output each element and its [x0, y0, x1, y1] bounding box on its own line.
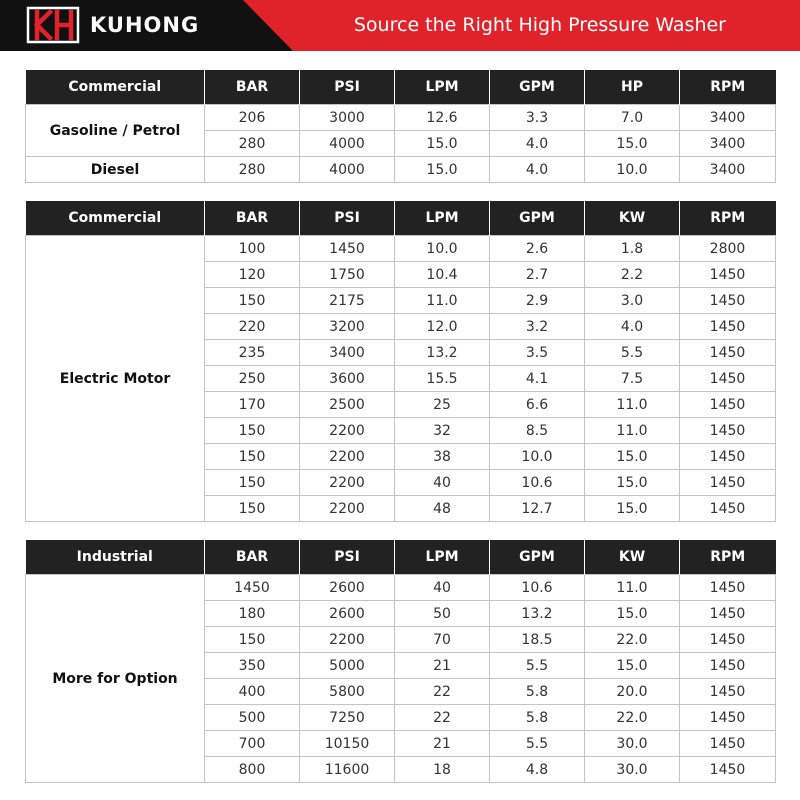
table-cell: 1450 [680, 314, 776, 340]
table-cell: 1450 [680, 627, 776, 653]
table-cell: 10.0 [585, 157, 680, 183]
table-cell: 700 [205, 731, 300, 757]
table-cell: 40 [395, 470, 490, 496]
table-cell: 15.0 [585, 131, 680, 157]
table-cell: 150 [205, 444, 300, 470]
table-cell: 48 [395, 496, 490, 522]
table-header-row [26, 70, 776, 105]
table-cell: 150 [205, 288, 300, 314]
table-cell: 11.0 [585, 418, 680, 444]
table-cell: 15.0 [585, 470, 680, 496]
table-row [26, 157, 776, 183]
row-group-label: Electric Motor [26, 236, 205, 522]
table-cell: 150 [205, 470, 300, 496]
table-cell: 2200 [300, 444, 395, 470]
table-cell: 3.0 [585, 288, 680, 314]
table-cell: 10150 [300, 731, 395, 757]
table-cell: 100 [205, 236, 300, 262]
table-cell: 3400 [300, 340, 395, 366]
table-cell: 800 [205, 757, 300, 783]
table-cell: 1450 [680, 288, 776, 314]
table-cell: 22 [395, 679, 490, 705]
table-cell: 5.8 [490, 705, 585, 731]
table-cell: 30.0 [585, 731, 680, 757]
table-cell: 3400 [680, 131, 776, 157]
table-cell: 4.0 [490, 157, 585, 183]
table-cell: 2.2 [585, 262, 680, 288]
column-header: GPM [490, 70, 585, 105]
column-header: PSI [300, 201, 395, 236]
column-header: Industrial [26, 540, 205, 575]
column-header: Commercial [26, 70, 205, 105]
column-header: PSI [300, 540, 395, 575]
table-cell: 1450 [680, 653, 776, 679]
table-header-row [26, 540, 776, 575]
table-cell: 5800 [300, 679, 395, 705]
table-cell: 22.0 [585, 705, 680, 731]
table-cell: 2.9 [490, 288, 585, 314]
commercial-fuel-spec-table [25, 70, 776, 183]
column-header: HP [585, 70, 680, 105]
table-cell: 50 [395, 601, 490, 627]
table-cell: 4.0 [490, 131, 585, 157]
table-cell: 1750 [300, 262, 395, 288]
table-cell: 5.5 [490, 731, 585, 757]
column-header: BAR [205, 201, 300, 236]
table-cell: 4000 [300, 157, 395, 183]
table-cell: 1450 [680, 418, 776, 444]
table-cell: 206 [205, 105, 300, 131]
table-cell: 15.0 [585, 653, 680, 679]
column-header: Commercial [26, 201, 205, 236]
table-header-row [26, 201, 776, 236]
table-row [26, 575, 776, 601]
table-cell: 21 [395, 653, 490, 679]
table-cell: 4.8 [490, 757, 585, 783]
table-cell: 10.0 [395, 236, 490, 262]
table-cell: 170 [205, 392, 300, 418]
table-cell: 1450 [680, 262, 776, 288]
table-cell: 280 [205, 157, 300, 183]
table-cell: 5.8 [490, 679, 585, 705]
table-cell: 3.3 [490, 105, 585, 131]
table-row [26, 236, 776, 262]
industrial-spec-table [25, 540, 776, 783]
table-cell: 8.5 [490, 418, 585, 444]
column-header: BAR [205, 540, 300, 575]
table-cell: 4.1 [490, 366, 585, 392]
column-header: RPM [680, 70, 776, 105]
table-cell: 15.0 [585, 496, 680, 522]
table-cell: 3.5 [490, 340, 585, 366]
table-cell: 11.0 [585, 575, 680, 601]
table-cell: 5.5 [490, 653, 585, 679]
page-banner-title: Source the Right High Pressure Washer [353, 14, 726, 36]
table-cell: 4000 [300, 131, 395, 157]
table-cell: 1450 [680, 444, 776, 470]
table-cell: 13.2 [395, 340, 490, 366]
table-cell: 70 [395, 627, 490, 653]
table-cell: 6.6 [490, 392, 585, 418]
table-cell: 1450 [680, 366, 776, 392]
table-cell: 150 [205, 627, 300, 653]
table-cell: 2.6 [490, 236, 585, 262]
column-header: PSI [300, 70, 395, 105]
table-cell: 25 [395, 392, 490, 418]
table-cell: 3600 [300, 366, 395, 392]
table-cell: 180 [205, 601, 300, 627]
table-cell: 2200 [300, 470, 395, 496]
table-cell: 1450 [680, 679, 776, 705]
table-cell: 2200 [300, 418, 395, 444]
table-cell: 10.6 [490, 470, 585, 496]
table-cell: 15.5 [395, 366, 490, 392]
table-cell: 18 [395, 757, 490, 783]
table-cell: 3400 [680, 157, 776, 183]
table-cell: 280 [205, 131, 300, 157]
table-cell: 1450 [205, 575, 300, 601]
column-header: KW [585, 201, 680, 236]
table-row [26, 105, 776, 131]
table-cell: 3400 [680, 105, 776, 131]
table-cell: 3000 [300, 105, 395, 131]
table-cell: 1.8 [585, 236, 680, 262]
table-cell: 2800 [680, 236, 776, 262]
table-cell: 4.0 [585, 314, 680, 340]
commercial-electric-spec-table [25, 201, 776, 522]
column-header: GPM [490, 540, 585, 575]
table-cell: 120 [205, 262, 300, 288]
row-group-label: More for Option [26, 575, 205, 783]
table-cell: 10.6 [490, 575, 585, 601]
table-cell: 12.6 [395, 105, 490, 131]
table-cell: 15.0 [585, 601, 680, 627]
table-cell: 38 [395, 444, 490, 470]
table-cell: 7250 [300, 705, 395, 731]
table-cell: 11.0 [585, 392, 680, 418]
brand-name[interactable]: KUHONG [90, 13, 200, 37]
table-cell: 3200 [300, 314, 395, 340]
column-header: RPM [680, 540, 776, 575]
table-cell: 150 [205, 496, 300, 522]
table-cell: 3.2 [490, 314, 585, 340]
table-cell: 7.0 [585, 105, 680, 131]
table-cell: 1450 [680, 601, 776, 627]
table-cell: 32 [395, 418, 490, 444]
column-header: RPM [680, 201, 776, 236]
column-header: LPM [395, 540, 490, 575]
table-cell: 1450 [680, 731, 776, 757]
table-cell: 350 [205, 653, 300, 679]
column-header: LPM [395, 70, 490, 105]
table-cell: 20.0 [585, 679, 680, 705]
table-cell: 1450 [680, 575, 776, 601]
table-cell: 2175 [300, 288, 395, 314]
site-header [0, 0, 800, 51]
column-header: KW [585, 540, 680, 575]
table-cell: 5000 [300, 653, 395, 679]
table-cell: 1450 [680, 757, 776, 783]
table-cell: 10.4 [395, 262, 490, 288]
table-cell: 2200 [300, 496, 395, 522]
table-cell: 500 [205, 705, 300, 731]
table-cell: 2600 [300, 601, 395, 627]
table-cell: 7.5 [585, 366, 680, 392]
table-cell: 2500 [300, 392, 395, 418]
table-cell: 22 [395, 705, 490, 731]
table-cell: 250 [205, 366, 300, 392]
table-cell: 2.7 [490, 262, 585, 288]
column-header: BAR [205, 70, 300, 105]
table-cell: 2200 [300, 627, 395, 653]
table-cell: 15.0 [585, 444, 680, 470]
kh-monogram-logo-icon[interactable] [26, 6, 80, 44]
table-cell: 40 [395, 575, 490, 601]
table-cell: 235 [205, 340, 300, 366]
column-header: LPM [395, 201, 490, 236]
table-cell: 1450 [680, 340, 776, 366]
table-cell: 10.0 [490, 444, 585, 470]
table-cell: 15.0 [395, 157, 490, 183]
table-cell: 22.0 [585, 627, 680, 653]
table-cell: 1450 [680, 496, 776, 522]
table-cell: 400 [205, 679, 300, 705]
table-cell: 150 [205, 418, 300, 444]
row-group-label: Diesel [26, 157, 205, 183]
table-cell: 5.5 [585, 340, 680, 366]
table-cell: 1450 [680, 705, 776, 731]
table-cell: 1450 [680, 470, 776, 496]
table-cell: 2600 [300, 575, 395, 601]
table-cell: 21 [395, 731, 490, 757]
table-cell: 18.5 [490, 627, 585, 653]
row-group-label: Gasoline / Petrol [26, 105, 205, 157]
table-cell: 12.7 [490, 496, 585, 522]
table-cell: 13.2 [490, 601, 585, 627]
table-cell: 1450 [300, 236, 395, 262]
table-cell: 15.0 [395, 131, 490, 157]
table-cell: 1450 [680, 392, 776, 418]
table-cell: 12.0 [395, 314, 490, 340]
table-cell: 11600 [300, 757, 395, 783]
table-cell: 220 [205, 314, 300, 340]
column-header: GPM [490, 201, 585, 236]
table-cell: 30.0 [585, 757, 680, 783]
table-cell: 11.0 [395, 288, 490, 314]
